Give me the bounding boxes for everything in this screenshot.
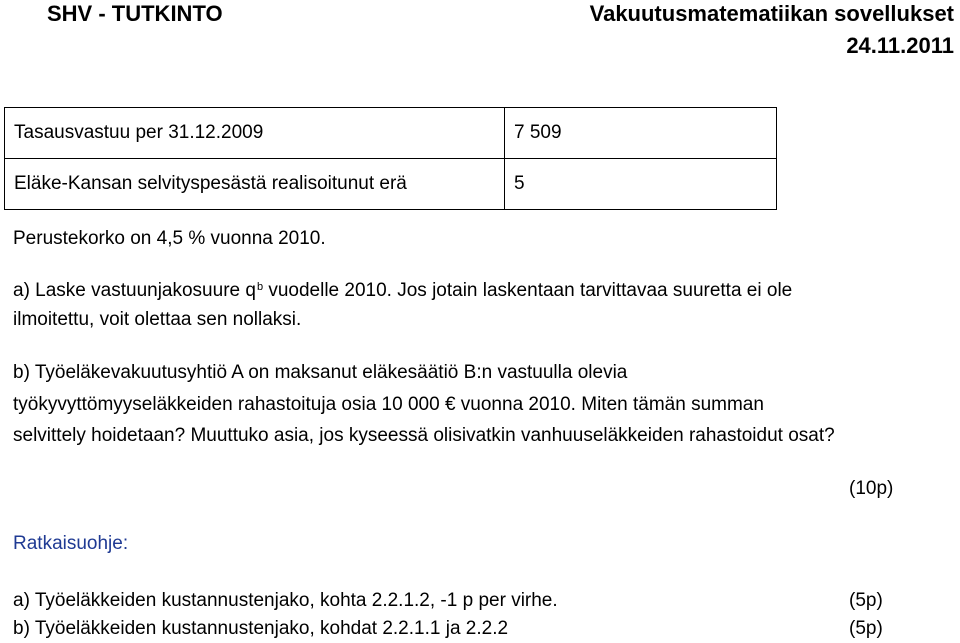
question-a-prefix: a) Laske vastuunjakosuure q xyxy=(13,280,256,301)
question-a-rest: vuodelle 2010. Jos jotain laskentaan tarvittavaa suuretta ei ole xyxy=(263,280,793,301)
table-cell-label: Eläke-Kansan selvityspesästä realisoitunut erä xyxy=(5,159,505,210)
solution-item-b-points: (5p) xyxy=(849,618,883,639)
solution-item-a-points: (5p) xyxy=(849,590,883,611)
table-cell-label: Tasausvastuu per 31.12.2009 xyxy=(5,108,505,159)
exam-title: SHV - TUTKINTO xyxy=(47,1,223,26)
solution-heading: Ratkaisuohje: xyxy=(13,533,129,554)
course-title: Vakuutusmatematiikan sovellukset xyxy=(589,1,954,26)
total-points: (10p) xyxy=(849,478,894,499)
table-row xyxy=(5,108,777,159)
question-b-line2: työkyvyttömyyseläkkeiden rahastoituja osia 10 000 € vuonna 2010. Miten tämän summan xyxy=(13,394,764,415)
data-table xyxy=(4,107,777,210)
interest-rate-text: Perustekorko on 4,5 % vuonna 2010. xyxy=(13,228,326,249)
solution-item-b: b) Työeläkkeiden kustannustenjako, kohdat 2.2.1.1 ja 2.2.2 xyxy=(13,618,509,639)
table-cell-value: 5 xyxy=(505,159,777,210)
question-a-superscript: b xyxy=(256,281,264,293)
question-a-line1 xyxy=(13,279,792,303)
question-b-line1: b) Työeläkevakuutusyhtiö A on maksanut eläkesäätiö B:n vastuulla olevia xyxy=(13,362,628,383)
table-cell-value: 7 509 xyxy=(505,108,777,159)
solution-item-a: a) Työeläkkeiden kustannustenjako, kohta 2.2.1.2, -1 p per virhe. xyxy=(13,590,558,611)
exam-date: 24.11.2011 xyxy=(846,33,954,58)
question-b-line3: selvittely hoidetaan? Muuttuko asia, jos kyseessä olisivatkin vanhuuseläkkeiden rahastoidut osat? xyxy=(13,425,835,446)
question-a-line2: ilmoitettu, voit olettaa sen nollaksi. xyxy=(13,309,302,330)
table-row xyxy=(5,159,777,210)
